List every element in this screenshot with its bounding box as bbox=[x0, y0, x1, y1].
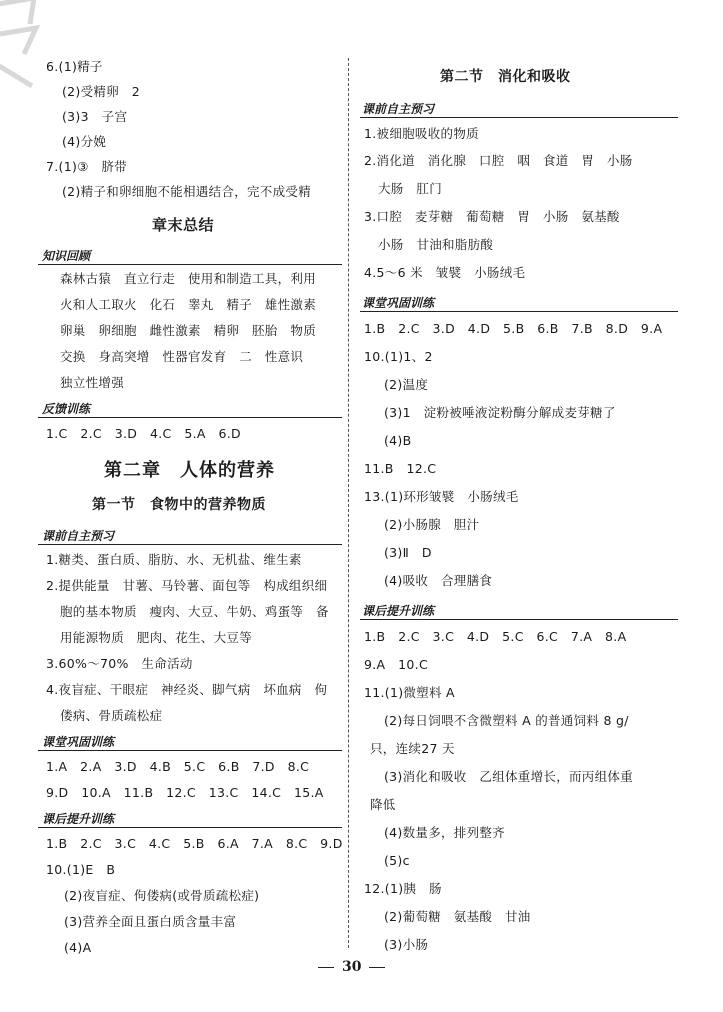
answer-line: (2)温度 bbox=[384, 377, 429, 392]
section-label: 课后提升训练 bbox=[42, 812, 115, 826]
section-label: 课堂巩固训练 bbox=[362, 296, 435, 310]
answer-line: (2)夜盲症、佝偻病(或骨质疏松症) bbox=[64, 888, 260, 903]
answer-line: 4.夜盲症、干眼症 神经炎、脚气病 坏血病 佝 bbox=[46, 682, 328, 697]
answer-line: 11.B 12.C bbox=[364, 461, 437, 476]
answer-line: (2)精子和卵细胞不能相遇结合，完不成受精 bbox=[62, 184, 312, 199]
answer-line: 2.消化道 消化腺 口腔 咽 食道 胃 小肠 bbox=[364, 153, 633, 168]
chapter-title: 第二章 人体的营养 bbox=[104, 460, 275, 481]
label-underline bbox=[38, 417, 342, 418]
label-underline bbox=[38, 264, 342, 265]
answer-line: 用能源物质 肥肉、花生、大豆等 bbox=[60, 630, 253, 645]
chapter-summary-title: 章末总结 bbox=[152, 216, 215, 234]
answer-line: (4)A bbox=[64, 940, 92, 955]
answer-line: (4)分娩 bbox=[62, 134, 107, 149]
answer-line: 1.被细胞吸收的物质 bbox=[364, 126, 479, 141]
answer-line: 1.C 2.C 3.D 4.C 5.A 6.D bbox=[46, 426, 241, 441]
answer-line: (4)B bbox=[384, 433, 412, 448]
section-label: 课堂巩固训练 bbox=[42, 735, 115, 749]
answer-line: 13.(1)环形皱襞 小肠绒毛 bbox=[364, 489, 519, 504]
page-number-value: 30 bbox=[342, 959, 362, 975]
answer-line: 火和人工取火 化石 睾丸 精子 雄性激素 bbox=[60, 297, 317, 312]
answer-line: 2.提供能量 甘薯、马铃薯、面包等 构成组织细 bbox=[46, 578, 328, 593]
answer-line: (3)1 淀粉被唾液淀粉酶分解成麦芽糖了 bbox=[384, 405, 616, 420]
answer-line: 卵巢 卵细胞 雌性激素 精卵 胚胎 物质 bbox=[60, 323, 317, 338]
answer-line: 1.A 2.A 3.D 4.B 5.C 6.B 7.D 8.C bbox=[46, 759, 310, 774]
answer-line: 12.(1)胰 肠 bbox=[364, 881, 442, 896]
answer-line: (2)受精卵 2 bbox=[62, 84, 141, 99]
label-underline bbox=[360, 619, 678, 620]
answer-line: 交换 身高突增 性器官发育 二 性意识 bbox=[60, 349, 304, 364]
answer-line: 偻病、骨质疏松症 bbox=[60, 708, 163, 723]
answer-line: 11.(1)微塑料 A bbox=[364, 685, 455, 700]
answer-line: (2)每日饲喂不含微塑料 A 的普通饲料 8 g/ bbox=[384, 713, 629, 728]
answer-line: 3.60%～70% 生命活动 bbox=[46, 656, 193, 671]
answer-line: (3)小肠 bbox=[384, 937, 429, 952]
answer-line: 9.D 10.A 11.B 12.C 13.C 14.C 15.A bbox=[46, 785, 324, 800]
answer-line: 森林古猿 直立行走 使用和制造工具，利用 bbox=[60, 271, 317, 286]
label-underline bbox=[360, 311, 678, 312]
answer-line: 10.(1)1、2 bbox=[364, 349, 433, 364]
label-underline bbox=[38, 544, 342, 545]
answer-line: 大肠 肛门 bbox=[378, 181, 443, 196]
answer-line: 1.B 2.C 3.D 4.D 5.B 6.B 7.B 8.D 9.A bbox=[364, 321, 663, 336]
answer-line: (2)葡萄糖 氨基酸 甘油 bbox=[384, 909, 531, 924]
answer-line: (3)营养全面且蛋白质含量丰富 bbox=[64, 914, 237, 929]
answer-line: 降低 bbox=[370, 797, 396, 812]
page-number-dash bbox=[369, 967, 385, 968]
label-underline bbox=[38, 827, 342, 828]
answer-line: 7.(1)③ 脐带 bbox=[46, 159, 128, 174]
answer-line: 4.5～6 米 皱襞 小肠绒毛 bbox=[364, 265, 526, 280]
section-label: 知识回顾 bbox=[42, 249, 91, 263]
page-number-dash bbox=[318, 967, 334, 968]
answer-line: 小肠 甘油和脂肪酸 bbox=[378, 237, 494, 252]
answer-line: 10.(1)E B bbox=[46, 862, 116, 877]
answer-line: (2)小肠腺 胆汁 bbox=[384, 517, 480, 532]
answer-line: 1.B 2.C 3.C 4.C 5.B 6.A 7.A 8.C 9.D bbox=[46, 836, 343, 851]
section-label: 课前自主预习 bbox=[362, 102, 435, 116]
answer-line: (4)吸收 合理膳食 bbox=[384, 573, 493, 588]
label-underline bbox=[360, 117, 678, 118]
answer-line: 3.口腔 麦芽糖 葡萄糖 胃 小肠 氨基酸 bbox=[364, 209, 620, 224]
section-title: 第二节 消化和吸收 bbox=[440, 69, 571, 85]
answer-line: 胞的基本物质 瘦肉、大豆、牛奶、鸡蛋等 备 bbox=[60, 604, 329, 619]
answer-line: 9.A 10.C bbox=[364, 657, 428, 672]
answer-line: (4)数量多，排列整齐 bbox=[384, 825, 506, 840]
page-number bbox=[310, 959, 393, 975]
answer-line: (5)c bbox=[384, 853, 410, 868]
corner-stamp-decoration bbox=[0, 0, 42, 104]
section-label: 课前自主预习 bbox=[42, 529, 115, 543]
answer-line: 1.B 2.C 3.C 4.D 5.C 6.C 7.A 8.A bbox=[364, 629, 627, 644]
label-underline bbox=[38, 750, 342, 751]
answer-line: (3)Ⅱ D bbox=[384, 545, 432, 560]
answer-line: 6.(1)精子 bbox=[46, 59, 103, 74]
answer-line: (3)3 子宫 bbox=[62, 109, 128, 124]
section-label: 课后提升训练 bbox=[362, 604, 435, 618]
answer-line: (3)消化和吸收 乙组体重增长，而丙组体重 bbox=[384, 769, 634, 784]
answer-line: 只，连续27 天 bbox=[370, 741, 455, 756]
section-label: 反馈训练 bbox=[42, 402, 91, 416]
answer-line: 独立性增强 bbox=[60, 375, 125, 390]
column-divider bbox=[348, 58, 349, 948]
section-title: 第一节 食物中的营养物质 bbox=[92, 497, 266, 513]
answer-line: 1.糖类、蛋白质、脂肪、水、无机盐、维生素 bbox=[46, 552, 302, 567]
